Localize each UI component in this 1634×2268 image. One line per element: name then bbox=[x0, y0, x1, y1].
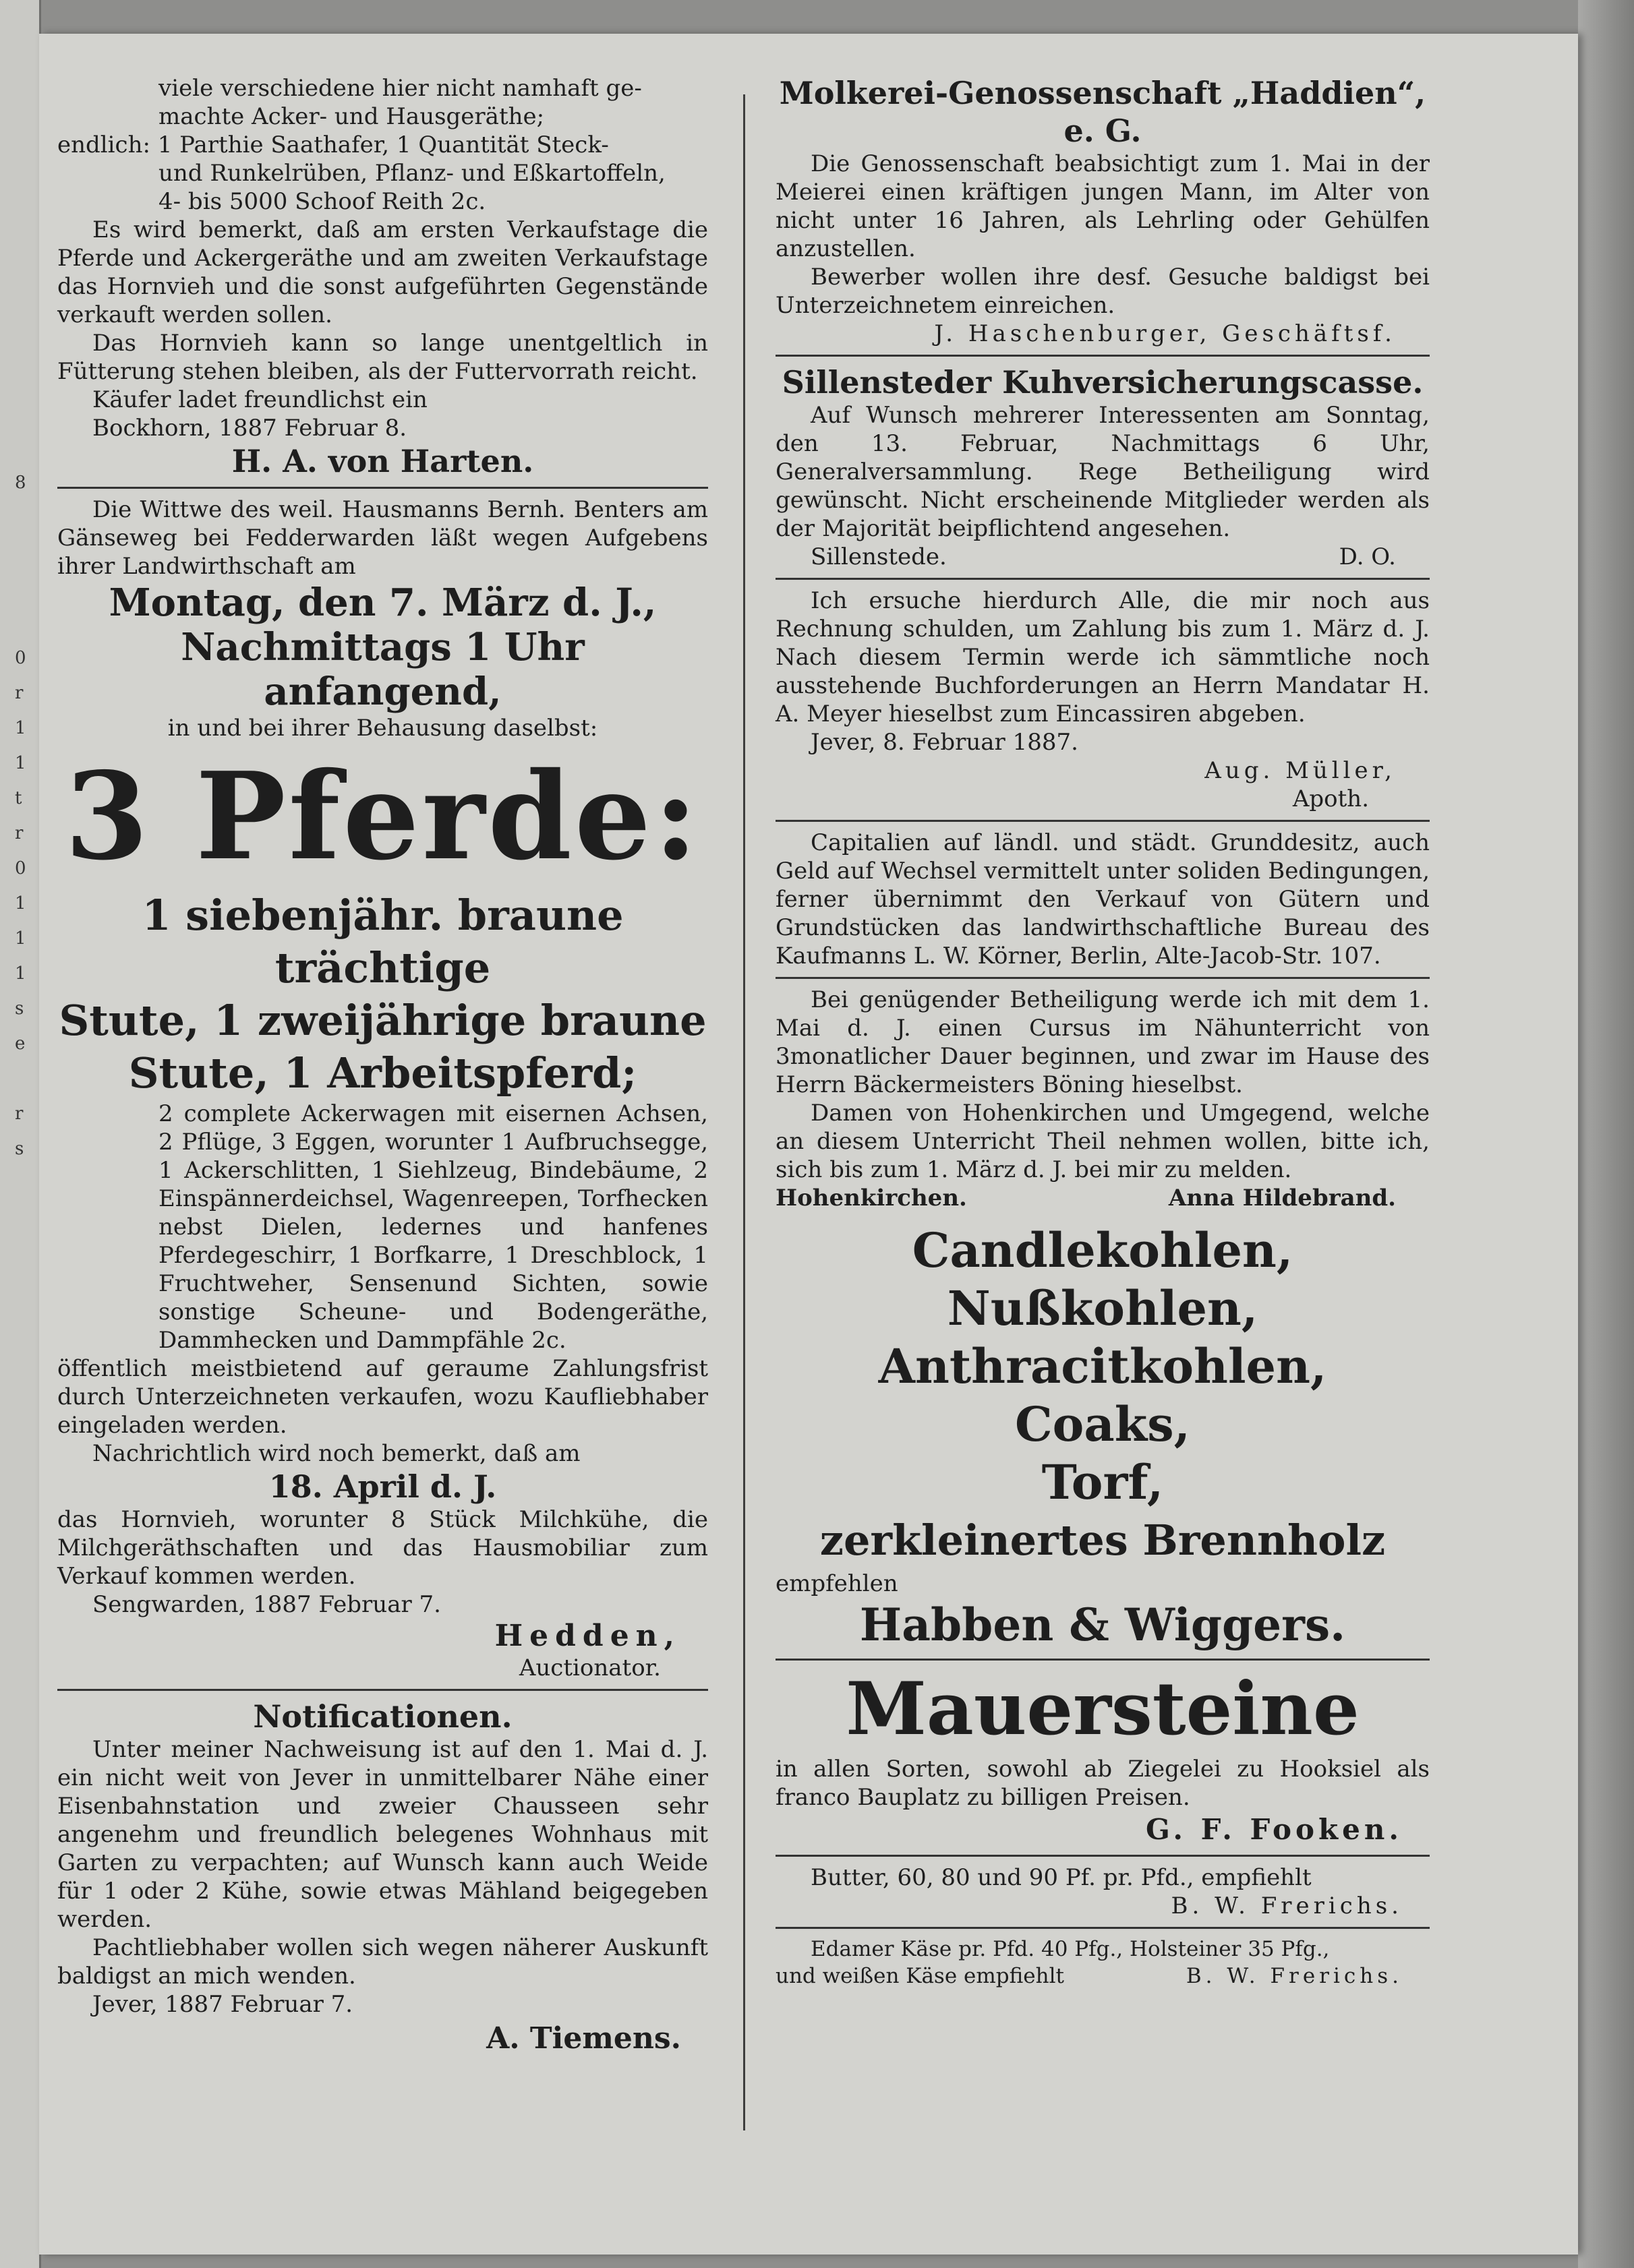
bricks-ad bbox=[776, 1667, 1430, 1848]
ad2-horse-line: Stute, 1 zweijährige braune bbox=[59, 996, 707, 1045]
ad-separator bbox=[776, 355, 1430, 357]
ad11-body: Butter, 60, 80 und 90 Pf. pr. Pfd., empfiehlt bbox=[811, 1864, 1312, 1891]
notification-ad bbox=[57, 1698, 708, 2059]
ad10-signature: G. F. Fooken. bbox=[1146, 1813, 1403, 1846]
ad2-followup-date: 18. April d. J. bbox=[268, 1468, 497, 1505]
ad5-place: Sillenstede. bbox=[811, 543, 947, 570]
ad1-notice: Es wird bemerkt, daß am ersten Verkaufstage die Pferde und Ackergeräthe und am zweiten Verkaufstage das Hornvieh und die sonst aufgeführten Gegenstände verkauft werden sollen. bbox=[57, 216, 708, 328]
ad2-horse-line: 1 siebenjähr. braune trächtige bbox=[142, 891, 624, 992]
ad2-date-line2: Nachmittags 1 Uhr anfangend, bbox=[181, 625, 585, 714]
ad-separator bbox=[776, 1659, 1430, 1661]
book-edge bbox=[1578, 0, 1634, 2268]
ad8-invite: Damen von Hohenkirchen und Umgegend, welche an diesem Unterricht Theil nehmen wollen, bitte ich, sich bis zum 1. März d. J. bei mir zu melden. bbox=[776, 1100, 1430, 1183]
ad12-line2: und weißen Käse empfiehlt bbox=[776, 1964, 1064, 1988]
ad2-date-line1: Montag, den 7. März d. J., bbox=[109, 580, 657, 625]
ad11-signature: B. W. Frerichs. bbox=[1171, 1892, 1403, 1919]
ad-separator bbox=[776, 820, 1430, 822]
ad3-place-date: Jever, 1887 Februar 7. bbox=[92, 1991, 353, 2018]
ad5-body: Auf Wunsch mehrerer Interessenten am Sonntag, den 13. Februar, Nachmittags 6 Uhr, Generalversammlung. Rege Betheiligung wird gewünscht. Nicht erscheinende Mitglieder werden als der Majorität beipflichtend angesehen. bbox=[776, 402, 1430, 542]
dairy-coop-ad bbox=[776, 74, 1430, 348]
ad8-signature: Anna Hildebrand. bbox=[1168, 1185, 1396, 1212]
adjacent-page-edge bbox=[0, 0, 41, 2268]
ad3-followup: Pachtliebhaber wollen sich wegen näherer Auskunft baldigst an mich wenden. bbox=[57, 1934, 708, 1990]
ad-separator bbox=[57, 1689, 708, 1691]
ad2-followup-text: das Hornvieh, worunter 8 Stück Milchkühe, die Milchgeräthschaften und das Hausmobiliar zum Verkauf kommen werden. bbox=[57, 1506, 708, 1590]
ad4-applicants: Bewerber wollen ihre desf. Gesuche baldigst bei Unterzeichnetem einreichen. bbox=[776, 264, 1430, 319]
ad9-recommend: empfehlen bbox=[776, 1570, 898, 1597]
ad12-signature: B. W. Frerichs. bbox=[1186, 1964, 1403, 1988]
right-column bbox=[776, 74, 1430, 1990]
ad2-signature: Hedden, bbox=[494, 1619, 681, 1653]
coal-ad bbox=[776, 1222, 1430, 1652]
ad1-line: 4- bis 5000 Schoof Reith 2c. bbox=[158, 188, 486, 215]
ad10-body: in allen Sorten, sowohl ab Ziegelei zu Hooksiel als franco Bauplatz zu billigen Preisen. bbox=[776, 1756, 1430, 1811]
column-divider bbox=[743, 94, 745, 2130]
ad3-signature: A. Tiemens. bbox=[486, 2021, 681, 2056]
ad6-signature: Aug. Müller, bbox=[1204, 757, 1396, 784]
ad2-equipment: 2 complete Ackerwagen mit eisernen Achsen, 2 Pflüge, 3 Eggen, worunter 1 Aufbruchsegge, 1 Ackerschlitten, 1 Siehlzeug, Bindebäume, 2 Einspännerdeichsel, Wagenreepen, Torfhecken nebst Dielen, ledernes und hanfenes Pferdegeschirr, 1 Borfkarre, 1 Dreschblock, 1 Fruchtweher, Sensenund Sichten, sowie sonstige Scheune- und Bodengeräthe, Dammhecken und Dammpfähle 2c. bbox=[158, 1100, 708, 1354]
ad2-place-date: Sengwarden, 1887 Februar 7. bbox=[92, 1591, 441, 1618]
ad3-body: Unter meiner Nachweisung ist auf den 1. Mai d. J. ein nicht weit von Jever in unmittelbarer Nähe einer Eisenbahnstation und zweier Chausseen sehr angenehm und freundlich belegenes Wohnhaus mit Garten zu verpachten; auf Wunsch kann auch Weide für 1 oder 2 Kühe, sowie etwas Mähland beigegeben werden. bbox=[57, 1736, 708, 1933]
ad1-line: endlich: 1 Parthie Saathafer, 1 Quantität Steck- bbox=[57, 131, 609, 158]
coal-product: Torf, bbox=[1041, 1454, 1164, 1510]
ad2-terms: öffentlich meistbietend auf geraume Zahlungsfrist durch Unterzeichneten verkaufen, wozu Kaufliebhaber eingeladen werden. bbox=[57, 1355, 708, 1439]
ad5-footer bbox=[776, 543, 1430, 571]
ad-separator bbox=[57, 487, 708, 489]
ad2-location: in und bei ihrer Behausung daselbst: bbox=[167, 715, 598, 742]
ad1-signature: H. A. von Harten. bbox=[231, 443, 534, 479]
ad1-line: viele verschiedene hier nicht namhaft ge- bbox=[158, 75, 642, 102]
ad7-body: Capitalien auf ländl. und städt. Grunddesitz, auch Geld auf Wechsel vermittelt unter soliden Bedingungen, ferner übernimmt den Verkauf von Gütern und Grundstücken das landwirthschaftliche Bureau des Kaufmanns L. W. Körner, Berlin, Alte-Jacob-Str. 107. bbox=[776, 829, 1430, 969]
ad3-title: Notificationen. bbox=[253, 1698, 513, 1735]
ad6-signature-title: Apoth. bbox=[1292, 785, 1369, 812]
ad1-invite: Käufer ladet freundlichst ein bbox=[92, 386, 428, 413]
ad12-footer bbox=[776, 1963, 1430, 1990]
coal-product: zerkleinertes Brennholz bbox=[819, 1516, 1386, 1565]
ad2-horse-line: Stute, 1 Arbeitspferd; bbox=[128, 1048, 637, 1098]
ad12-line1: Edamer Käse pr. Pfd. 40 Pfg., Holsteiner 35 Pfg., bbox=[811, 1937, 1330, 1961]
adjacent-page-fragments: 8 0 r 1 1 t r 0 1 1 1 s e r s bbox=[15, 473, 26, 1159]
ad-separator bbox=[776, 578, 1430, 580]
debt-collection-ad bbox=[776, 587, 1430, 813]
coal-product: Coaks, bbox=[1014, 1396, 1191, 1452]
ad-separator bbox=[776, 977, 1430, 979]
ad9-firm: Habben & Wiggers. bbox=[859, 1599, 1346, 1651]
ad4-body: Die Genossenschaft beabsichtigt zum 1. Mai in der Meierei einen kräftigen jungen Mann, im Alter von nicht unter 16 Jahren, als Lehrling oder Gehülfen anzustellen. bbox=[776, 150, 1430, 262]
cow-insurance-ad bbox=[776, 363, 1430, 571]
capital-bureau-ad bbox=[776, 829, 1430, 970]
coal-product: Candlekohlen, bbox=[912, 1222, 1293, 1278]
ad2-headline: 3 Pferde: bbox=[65, 746, 701, 887]
left-column bbox=[57, 74, 708, 2059]
butter-ad bbox=[776, 1863, 1430, 1920]
coal-product: Nußkohlen, bbox=[947, 1280, 1258, 1336]
ad8-footer bbox=[776, 1184, 1430, 1212]
ad8-body: Bei genügender Betheiligung werde ich mit dem 1. Mai d. J. einen Cursus im Nähunterricht von 3monatlicher Dauer beginnen, und zwar im Hause des Herrn Bäckermeisters Böning hieselbst. bbox=[776, 986, 1430, 1098]
ad6-body: Ich ersuche hierdurch Alle, die mir noch aus Rechnung schulden, um Zahlung bis zum 1. März d. J. Nach diesem Termin werde ich sämmtliche noch ausstehende Buchforderungen an Herrn Mandatar H. A. Meyer hieselbst zum Eincassiren abgeben. bbox=[776, 587, 1430, 727]
ad4-title-line1: Molkerei-Genossenschaft „Haddien“, bbox=[779, 75, 1426, 111]
coal-product: Anthracitkohlen, bbox=[878, 1338, 1327, 1394]
ad4-title-line2: e. G. bbox=[1063, 113, 1142, 149]
ad5-signature: D. O. bbox=[1339, 543, 1396, 570]
ad2-followup: Nachrichtlich wird noch bemerkt, daß am bbox=[92, 1440, 581, 1467]
auction-ad-bockhorn bbox=[57, 74, 708, 480]
ad2-intro: Die Wittwe des weil. Hausmanns Bernh. Benters am Gänseweg bei Fedderwarden läßt wegen Aufgebens ihrer Landwirthschaft am bbox=[57, 496, 708, 580]
ad8-place: Hohenkirchen. bbox=[776, 1185, 967, 1212]
sewing-course-ad bbox=[776, 986, 1430, 1212]
ad1-feeding: Das Hornvieh kann so lange unentgeltlich in Fütterung stehen bleiben, als der Futtervorrath reicht. bbox=[57, 330, 708, 385]
ad1-place-date: Bockhorn, 1887 Februar 8. bbox=[92, 415, 407, 442]
ad10-headline: Mauersteine bbox=[846, 1667, 1360, 1752]
ad6-place-date: Jever, 8. Februar 1887. bbox=[811, 729, 1078, 756]
cheese-ad bbox=[776, 1936, 1430, 1990]
auction-ad-sengwarden bbox=[57, 496, 708, 1682]
ad1-line: und Runkelrüben, Pflanz- und Eßkartoffeln, bbox=[158, 160, 666, 187]
ad-separator bbox=[776, 1855, 1430, 1857]
ad-separator bbox=[776, 1927, 1430, 1929]
ad2-signature-title: Auctionator. bbox=[519, 1654, 661, 1681]
ad1-line: machte Acker- und Hausgeräthe; bbox=[158, 103, 545, 130]
ad4-signature: J. Haschenburger, Geschäftsf. bbox=[934, 320, 1396, 347]
ad5-title: Sillensteder Kuhversicherungscasse. bbox=[782, 364, 1424, 400]
